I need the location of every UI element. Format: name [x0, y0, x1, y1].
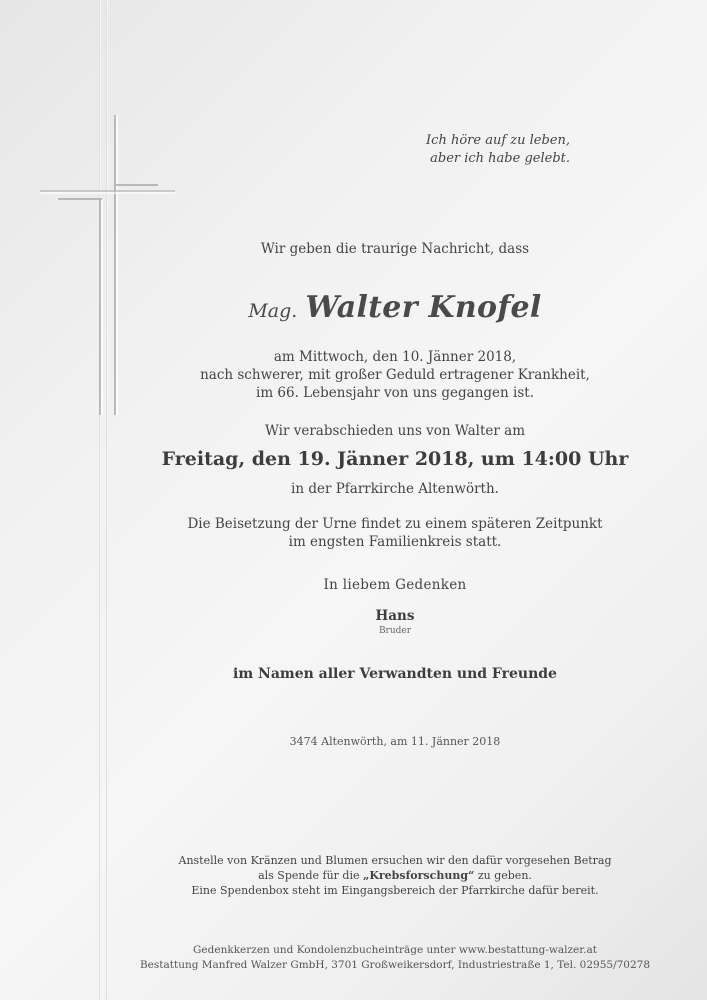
mourner-name: Hans: [375, 608, 415, 624]
donation-notice: [100, 853, 690, 898]
funeral-home-footer: [100, 943, 690, 973]
farewell-text: Wir verabschieden uns von Walter am: [265, 423, 525, 439]
death-notice: [100, 348, 690, 402]
mourner-relation: Bruder: [378, 626, 412, 636]
urn-line: Die Beisetzung der Urne findet zu einem späteren Zeitpunkt: [187, 516, 603, 532]
footer-line: Gedenkkerzen und Kondolenzbucheinträge unter www.bestattung-walzer.at: [193, 944, 597, 956]
footer-line: Bestattung Manfred Walzer GmbH, 3701 Großweikersdorf, Industriestraße 1, Tel. 02955/70278: [139, 959, 651, 971]
full-name: Walter Knofel: [305, 290, 542, 325]
relatives-text: im Namen aller Verwandten und Freunde: [233, 666, 557, 682]
ceremony-date: Freitag, den 19. Jänner 2018, um 14:00 Uhr: [161, 448, 629, 470]
motto-quote: [426, 132, 570, 168]
deceased-name: [100, 290, 690, 325]
donation-line: Anstelle von Kränzen und Blumen ersuchen wir den dafür vorgesehen Betrag: [178, 854, 612, 867]
donation-line: Eine Spendenbox steht im Eingangsbereich der Pfarrkirche dafür bereit.: [191, 884, 599, 897]
charity-name: „Krebsforschung“: [363, 869, 475, 882]
motto-line: Ich höre auf zu leben,: [426, 133, 570, 148]
memory-text: In liebem Gedenken: [323, 577, 467, 593]
academic-title: Mag.: [248, 300, 298, 322]
urn-notice: [100, 515, 690, 551]
intro-text: Wir geben die traurige Nachricht, dass: [260, 241, 530, 257]
death-line: nach schwerer, mit großer Geduld ertragener Krankheit,: [200, 367, 590, 383]
death-line: im 66. Lebensjahr von uns gegangen ist.: [256, 385, 534, 401]
donation-line: [100, 868, 690, 883]
motto-line: aber ich habe gelebt.: [430, 151, 570, 166]
place-and-date: 3474 Altenwörth, am 11. Jänner 2018: [289, 735, 501, 748]
death-line: am Mittwoch, den 10. Jänner 2018,: [273, 349, 517, 365]
donation-text: zu geben.: [474, 869, 532, 882]
urn-line: im engsten Familienkreis statt.: [288, 534, 502, 550]
donation-text: als Spende für die: [258, 869, 363, 882]
church-location: in der Pfarrkirche Altenwörth.: [291, 481, 499, 497]
